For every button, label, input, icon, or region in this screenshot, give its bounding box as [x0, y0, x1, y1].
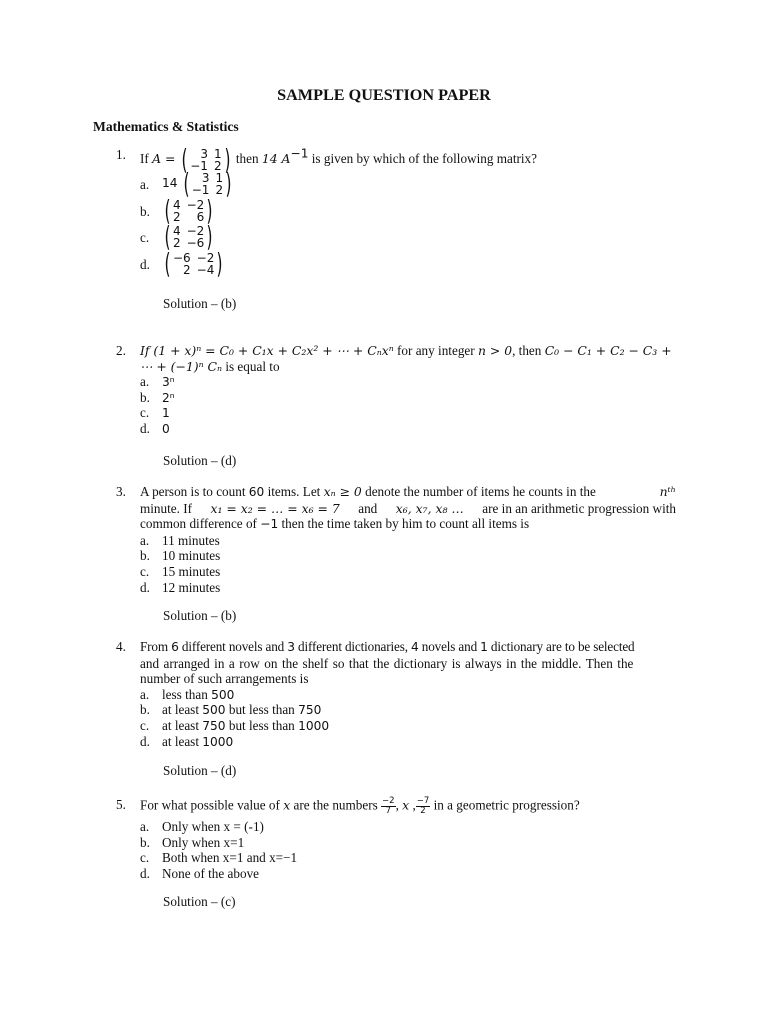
- math-number: 1000: [202, 734, 234, 749]
- text-fragment: different novels and: [178, 639, 288, 654]
- option-label: c.: [140, 405, 150, 421]
- math-expression: If (1 + x)ⁿ = C₀ + C₁x + C₂x² + ⋯ + Cₙxⁿ: [140, 343, 394, 358]
- math-number: 750: [202, 718, 226, 733]
- text-fragment: is given by which of the following matrix?: [308, 151, 538, 167]
- solution-2: Solution – (d): [163, 453, 237, 468]
- question-1: [116, 143, 676, 280]
- math-number: 60: [248, 485, 265, 499]
- matrix: ( 4 −2 2 −6 ): [164, 220, 213, 253]
- text-fragment: then: [232, 151, 262, 167]
- option-label: a.: [140, 686, 150, 702]
- option-label: d.: [140, 865, 150, 881]
- option-text: at least: [162, 717, 203, 733]
- text-fragment: ,: [409, 797, 416, 813]
- option-b: [140, 193, 676, 227]
- question-text: [140, 343, 676, 374]
- matrix: ( −6 −2 2 −4 ): [164, 246, 223, 280]
- option-text: 0: [162, 421, 170, 436]
- text-fragment: minute. If: [140, 500, 193, 516]
- question-3: [116, 484, 676, 595]
- question-number: 2.: [116, 343, 126, 358]
- option-a: [140, 533, 676, 549]
- fraction-denominator: 2: [420, 806, 426, 816]
- subject-heading: Mathematics & Statistics: [93, 119, 239, 134]
- option-label: d.: [140, 579, 150, 595]
- fraction-denominator: 7: [385, 806, 391, 816]
- text-fragment: and: [358, 500, 378, 516]
- math-expression: n > 0: [477, 343, 513, 358]
- option-a: [140, 819, 676, 835]
- text-fragment: items. Let: [264, 484, 324, 499]
- matrix-cell: 4: [172, 197, 181, 212]
- text-line: number of such arrangements is: [140, 671, 309, 687]
- question-5: [116, 797, 676, 881]
- option-a: [140, 167, 676, 200]
- math-expression: x₆, x₇, x₈ …: [395, 500, 464, 516]
- option-d: [140, 866, 676, 882]
- option-a: [140, 374, 676, 390]
- math-expression: A =: [152, 151, 180, 167]
- math-expression: xₙ ≥ 0: [323, 484, 362, 499]
- option-a: [140, 687, 676, 703]
- option-label: b.: [140, 702, 150, 718]
- solution-4: Solution – (d): [163, 763, 237, 778]
- option-b: [140, 702, 676, 718]
- fraction-numerator: −7: [416, 796, 430, 806]
- text-fragment: different dictionaries,: [294, 639, 411, 654]
- text-fragment: novels and: [418, 639, 481, 654]
- text-fragment: A person is to count: [140, 484, 249, 499]
- math-number: 1: [480, 640, 488, 654]
- matrix-cell: −6: [186, 236, 205, 250]
- option-text: 15 minutes: [162, 563, 221, 579]
- text-fragment: denote the number of items he counts in the: [361, 484, 596, 499]
- option-text: but less than: [225, 717, 299, 733]
- option-c: [140, 718, 676, 734]
- option-text: at least: [162, 702, 203, 718]
- option-d: [140, 246, 676, 280]
- text-fragment: For what possible value of: [140, 797, 284, 813]
- option-c: [140, 405, 676, 421]
- question-number: 4.: [116, 639, 126, 654]
- matrix-cell: 2: [215, 183, 224, 197]
- solution-1: Solution – (b): [163, 296, 237, 311]
- question-text: [140, 484, 676, 533]
- math-number: 500: [211, 687, 235, 702]
- math-number: 500: [202, 703, 226, 718]
- math-exponent: −1: [290, 146, 309, 161]
- matrix: ( 3 1 −1 2 ): [181, 143, 231, 176]
- option-label: b.: [140, 548, 150, 564]
- text-fragment: dictionary are to be selected: [487, 639, 635, 654]
- option-c: [140, 564, 676, 580]
- matrix-cell: −4: [196, 262, 215, 277]
- text-fragment: From: [140, 639, 172, 654]
- option-label: a.: [140, 532, 150, 548]
- matrix-cell: −1: [190, 159, 208, 173]
- option-text: 11 minutes: [162, 532, 220, 548]
- option-d: [140, 421, 676, 437]
- solution-5: Solution – (c): [163, 894, 236, 909]
- question-text: [140, 797, 676, 816]
- question-4: [116, 639, 676, 749]
- option-label: a.: [140, 819, 150, 834]
- option-text: 12 minutes: [162, 579, 221, 595]
- matrix-cell: −1: [191, 183, 210, 197]
- option-text: Both when x=1 and x=−1: [162, 850, 298, 866]
- text-line: and arranged in a row on the shelf so that the dictionary is always in the middle. Then the: [140, 655, 634, 671]
- text-fragment: for any integer: [393, 343, 478, 358]
- matrix-cell: −2: [196, 250, 215, 265]
- option-label: a.: [140, 177, 150, 192]
- text-fragment: are in an arithmetic progression with: [482, 500, 676, 516]
- option-d: [140, 734, 676, 750]
- matrix: ( 3 1 −1 2 ): [183, 167, 232, 200]
- option-text: Only when x=1: [162, 834, 245, 850]
- math-expression: nᵗʰ: [659, 484, 676, 499]
- matrix-cell: 6: [196, 209, 205, 224]
- matrix-cell: −2: [186, 197, 205, 212]
- text-fragment: are the numbers: [290, 797, 382, 813]
- option-b: [140, 390, 676, 406]
- text-fragment: , then: [512, 343, 545, 358]
- paper-title: SAMPLE QUESTION PAPER: [277, 86, 491, 104]
- question-number: 5.: [116, 797, 126, 812]
- question-number: 3.: [116, 484, 126, 499]
- fraction: [416, 797, 431, 816]
- matrix-cell: 3: [201, 171, 210, 185]
- option-d: [140, 580, 676, 596]
- matrix-cell: 4: [172, 224, 181, 238]
- text-fragment: is equal to: [222, 358, 280, 374]
- option-b: [140, 835, 676, 851]
- matrix-cell: −6: [172, 250, 191, 265]
- option-label: d.: [140, 420, 150, 436]
- text-fragment: in a geometric progression?: [430, 797, 580, 813]
- option-prefix: 14: [162, 176, 178, 191]
- question-text: [140, 143, 676, 176]
- matrix-cell: 2: [213, 159, 222, 173]
- options-list: [140, 687, 676, 749]
- option-label: c.: [140, 850, 150, 866]
- math-expression: C₀ − C₁ + C₂ − C₃ +: [544, 343, 672, 358]
- math-number: 3: [287, 640, 295, 654]
- option-label: c.: [140, 563, 150, 579]
- option-text: 10 minutes: [162, 548, 221, 564]
- matrix-cell: 1: [215, 171, 224, 185]
- option-text: 3ⁿ: [162, 375, 175, 390]
- math-number: 750: [298, 703, 322, 718]
- matrix-cell: 2: [172, 209, 181, 224]
- option-b: [140, 548, 676, 564]
- option-text: but less than: [225, 702, 299, 718]
- option-label: d.: [140, 256, 150, 272]
- text-fragment: common difference of: [140, 516, 261, 532]
- math-variable: x: [402, 797, 410, 813]
- fraction-numerator: −2: [382, 796, 395, 806]
- matrix-cell: 2: [172, 236, 181, 250]
- math-number: 6: [171, 640, 179, 654]
- matrix: ( 4 −2 2 6 ): [164, 193, 213, 227]
- math-variable: x: [283, 797, 291, 813]
- solution-3: Solution – (b): [163, 608, 237, 623]
- text-fragment: If: [140, 151, 153, 167]
- options-list: [140, 374, 676, 436]
- matrix-cell: 2: [183, 262, 191, 277]
- question-2: [116, 343, 676, 437]
- math-expression: 14 A: [261, 151, 291, 167]
- option-label: b.: [140, 203, 150, 219]
- fraction: [381, 797, 396, 816]
- option-text: None of the above: [162, 865, 260, 881]
- options-list: [140, 819, 676, 881]
- matrix-cell: 3: [200, 147, 208, 161]
- option-label: c.: [140, 230, 150, 245]
- option-text: less than: [162, 686, 212, 702]
- option-c: [140, 850, 676, 866]
- option-label: b.: [140, 389, 150, 405]
- option-label: d.: [140, 733, 150, 749]
- text-fragment: ,: [395, 797, 403, 813]
- text-fragment: then the time taken by him to count all items is: [278, 516, 530, 532]
- option-label: c.: [140, 717, 150, 733]
- option-text: Only when x = (-1): [162, 819, 264, 834]
- math-expression: x₁ = x₂ = … = x₆ = 7: [210, 500, 340, 516]
- option-label: a.: [140, 374, 150, 390]
- math-expression: ⋯ + (−1)ⁿ Cₙ: [140, 358, 223, 374]
- option-text: at least: [162, 733, 203, 749]
- math-number: 1000: [298, 718, 330, 733]
- options-list: [140, 533, 676, 595]
- matrix-cell: −2: [186, 224, 205, 238]
- question-number: 1.: [116, 147, 126, 162]
- math-number: 4: [411, 640, 419, 654]
- option-text: 2ⁿ: [162, 390, 175, 405]
- question-text: [140, 639, 676, 687]
- math-number: −1: [260, 517, 279, 532]
- option-text: 1: [162, 406, 170, 421]
- options-list: [140, 167, 676, 280]
- matrix-cell: 1: [213, 147, 222, 161]
- option-label: b.: [140, 834, 150, 850]
